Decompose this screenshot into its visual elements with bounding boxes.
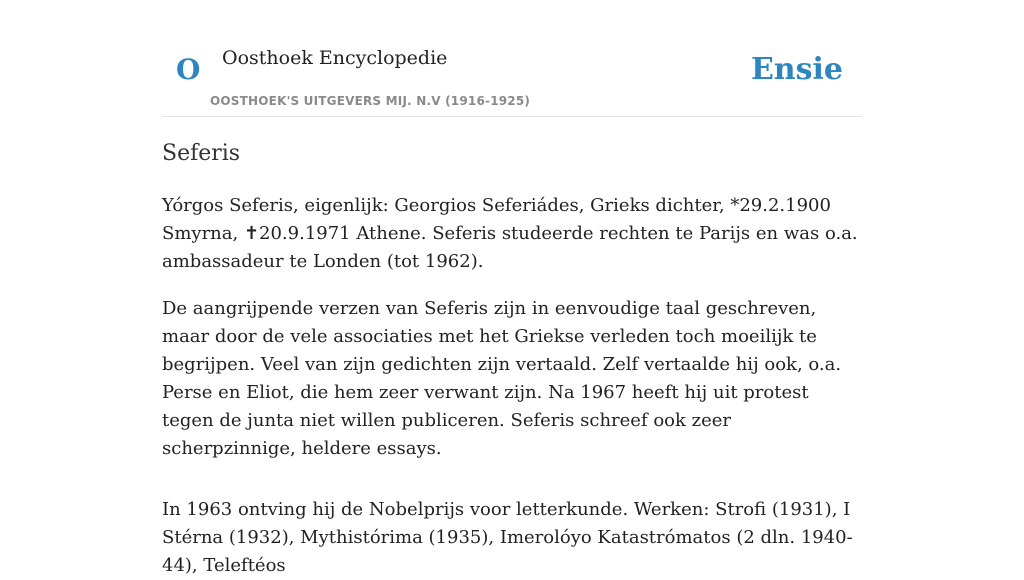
site-title[interactable]: Oosthoek Encyclopedie <box>222 47 448 69</box>
site-subtitle: OOSTHOEK'S UITGEVERS MIJ. N.V (1916-1925) <box>210 94 531 108</box>
site-logo[interactable]: O <box>176 53 201 86</box>
article-title: Seferis <box>162 141 241 166</box>
article-paragraph: Yórgos Seferis, eigenlijk: Georgios Seferiádes, Grieks dichter, *29.2.1900 Smyrna, ✝20.9.1971 Athene. Seferis studeerde rechten te Parijs en was o.a. ambassadeur te Londen (tot 1962). <box>162 195 858 272</box>
site-header <box>162 0 862 117</box>
article-paragraph: In 1963 ontving hij de Nobelprijs voor letterkunde. Werken: Strofi (1931), I Stérna (1932), Mythistórima (1935), Imerolóyo Katastrómatos (2 dln. 1940-44), Teleftéos <box>162 499 853 576</box>
article-paragraph: De aangrijpende verzen van Seferis zijn in eenvoudige taal geschreven, maar door de vele associaties met het Griekse verleden toch moeilijk te begrijpen. Veel van zijn gedichten zijn vertaald. Zelf vertaalde hij ook, o.a. Perse en Eliot, die hem zeer verwant zijn. Na 1967 heeft hij uit protest tegen de junta niet willen publiceren. Seferis schreef ook zeer scherpzinnige, heldere essays. <box>162 298 842 459</box>
ensie-brand-link[interactable]: Ensie <box>750 52 843 87</box>
article <box>162 138 862 580</box>
